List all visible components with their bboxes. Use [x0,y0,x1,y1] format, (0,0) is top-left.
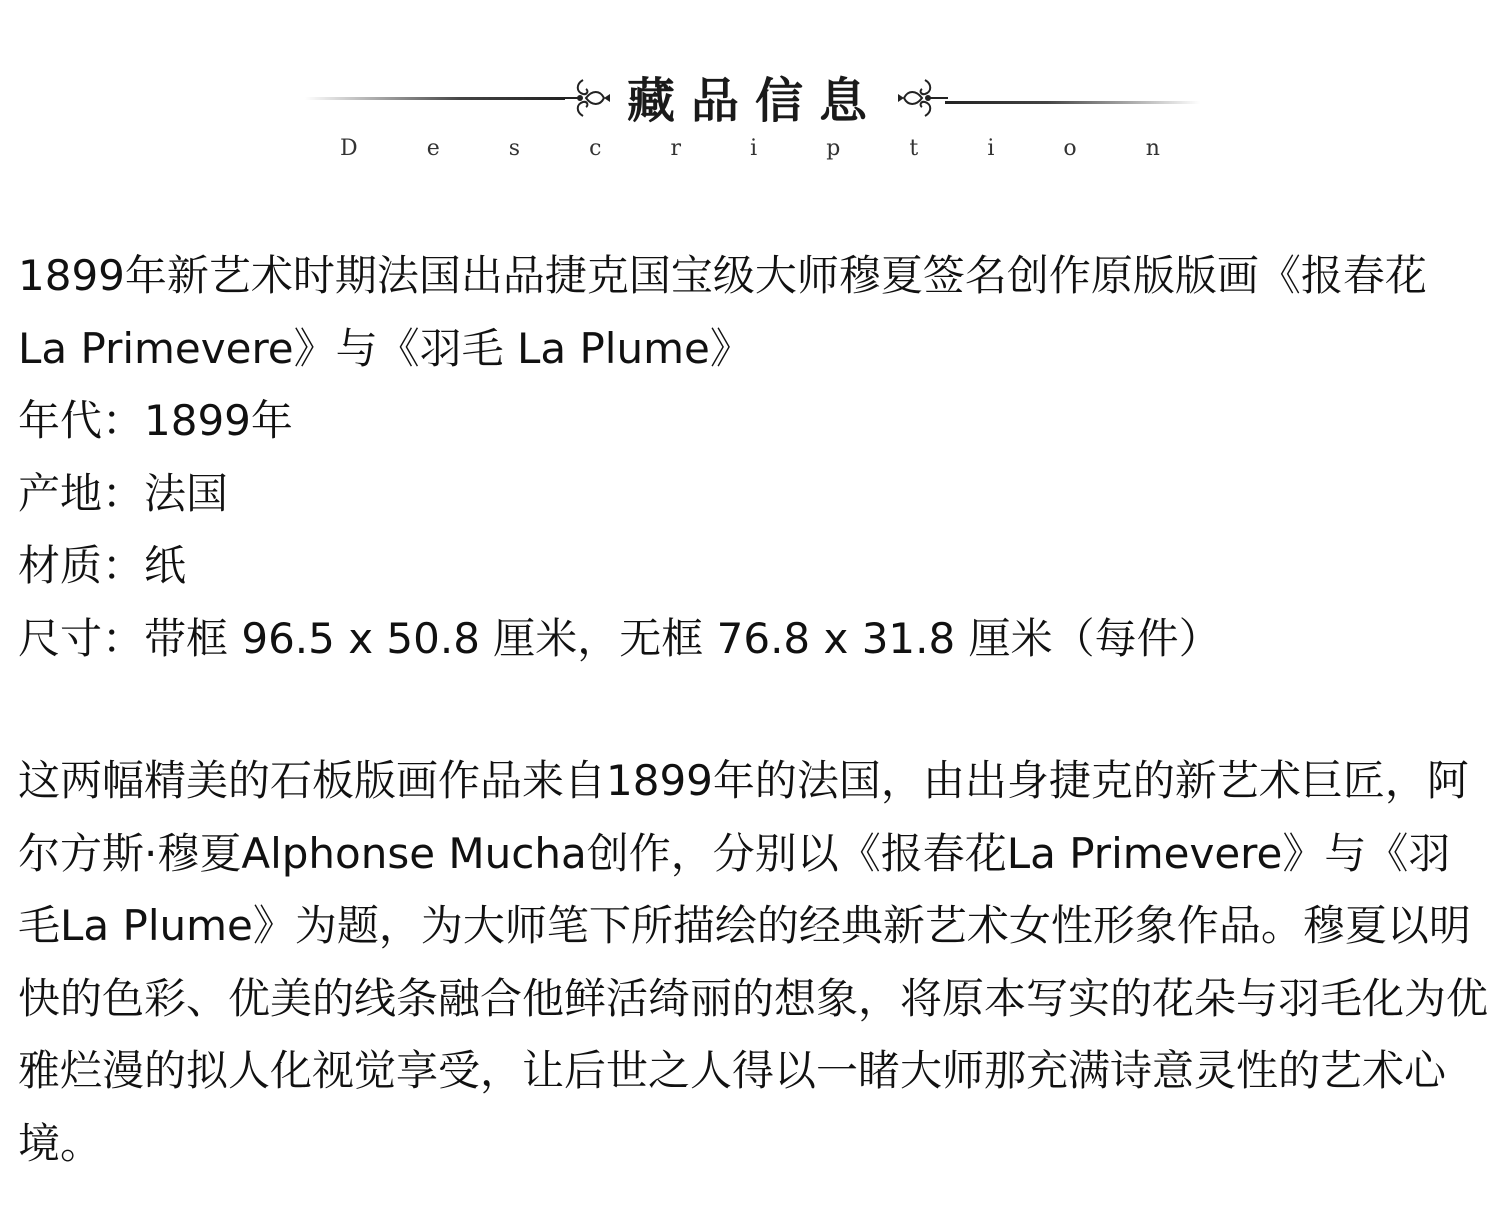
subtitle-letter: t [909,136,919,161]
artwork-size: 尺寸：带框 96.5 x 50.8 厘米，无框 76.8 x 31.8 厘米（每件） [18,613,1221,663]
subtitle-letter: r [670,136,682,161]
subtitle-letter: p [826,136,841,161]
section-subtitle [340,136,1160,162]
divider-line-right [945,101,1200,104]
artwork-description: 这两幅精美的石板版画作品来自1899年的法国，由出身捷克的新艺术巨匠，阿尔方斯·穆夏Alphonse Mucha创作，分别以《报春花La Primevere》与《羽毛La Plume》为题，为大师笔下所描绘的经典新艺术女性形象作品。穆夏以明快的色彩、优美的线条融合他鲜活绮丽的想象，将原本写实的花朵与羽毛化为优雅烂漫的拟人化视觉享受，让后世之人得以一睹大师那充满诗意灵性的艺术心境。 [18,756,1489,1168]
subtitle-letter: i [987,136,995,161]
artwork-info-list [18,240,1488,675]
artwork-material: 材质：纸 [18,541,187,590]
subtitle-letter: c [589,136,602,161]
artwork-title: 1899年新艺术时期法国出品捷克国宝级大师穆夏签名创作原版版画《报春花 La Primevere》与《羽毛 La Plume》 [18,251,1427,373]
section-header [0,0,1500,190]
subtitle-letter: n [1145,136,1160,161]
divider-line-left [305,97,565,100]
artwork-era: 年代：1899年 [18,396,293,445]
subtitle-letter: o [1063,136,1077,161]
flourish-ornament-icon [898,72,952,126]
subtitle-letter: s [508,136,521,161]
subtitle-letter: D [340,136,358,161]
artwork-origin: 产地：法国 [18,468,229,518]
subtitle-letter: e [426,136,440,161]
subtitle-letter: i [750,136,758,161]
section-title: 藏品信息 [626,73,883,129]
flourish-ornament-icon [556,72,610,126]
